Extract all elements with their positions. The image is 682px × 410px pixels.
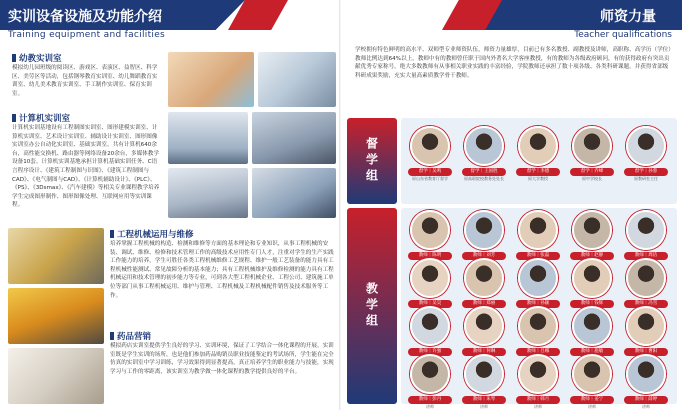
member-name-tag: 教师｜周洁 bbox=[624, 252, 668, 260]
member-name-tag: 教师｜郑丽 bbox=[462, 300, 506, 308]
left-header bbox=[0, 0, 341, 42]
portrait-photo bbox=[626, 210, 666, 250]
computer-lab-photo bbox=[168, 168, 248, 218]
member-name-tag: 教师｜刘芳 bbox=[462, 252, 506, 260]
member-name-tag: 教师｜薛婷 bbox=[624, 396, 668, 404]
member-name-tag: 教师｜冯雪 bbox=[624, 300, 668, 308]
section-heading-pharmacy: 药品营销 bbox=[110, 330, 151, 342]
supervisor-panel bbox=[401, 118, 677, 204]
faculty-member bbox=[569, 126, 615, 186]
group-label-teachers: 教学组 bbox=[347, 208, 397, 404]
portrait-photo bbox=[464, 210, 504, 250]
member-name-tag: 督学｜孙蓉 bbox=[624, 168, 668, 176]
computer-lab-photo bbox=[252, 112, 336, 164]
page-subtitle: Teacher qualifications bbox=[574, 30, 672, 40]
portrait-photo bbox=[572, 306, 612, 346]
portrait-photo bbox=[464, 354, 504, 394]
member-name-tag: 教师｜曹阳 bbox=[624, 348, 668, 356]
portrait-photo bbox=[410, 210, 450, 250]
teacher-panel bbox=[401, 208, 677, 409]
member-caption: 讲师 bbox=[534, 404, 542, 409]
portrait-photo bbox=[626, 258, 666, 298]
faculty-member bbox=[515, 354, 561, 410]
right-header bbox=[341, 0, 682, 42]
member-caption: 讲师 bbox=[588, 404, 596, 409]
member-name-tag: 教师｜吕娜 bbox=[516, 348, 560, 356]
portrait-photo bbox=[464, 126, 504, 166]
faculty-member bbox=[569, 354, 615, 410]
portrait-photo bbox=[518, 354, 558, 394]
faculty-member bbox=[461, 354, 507, 410]
group-label-supervisors: 督学组 bbox=[347, 118, 397, 204]
section-text-pharmacy: 模拟药店实训室提供学生良好的学习、实训环境，保证了工学结合一体化课程的开展。实训室既是学生实训的场所，也是他们参加药品购销员职业技能鉴定的考试场所，学生能在完全仿真的实训室中学习训练，学习效果得到显著提高，真正培养学生的职业能力与技能，实现学习与工作的零距离，该实训室为教学做一体化课程的教学提供良好的平台。 bbox=[110, 343, 334, 375]
member-name-tag: 教师｜朱琴 bbox=[462, 396, 506, 404]
member-name-tag: 教师｜姜宁 bbox=[570, 396, 614, 404]
page-subtitle: Training equipment and facilities bbox=[8, 30, 166, 40]
member-caption: 讲师 bbox=[642, 404, 650, 409]
member-name-tag: 督学｜吴鸣 bbox=[408, 168, 452, 176]
member-name-tag: 教师｜赵静 bbox=[570, 252, 614, 260]
member-name-tag: 教师｜许强 bbox=[408, 348, 452, 356]
computer-lab-photo bbox=[168, 112, 248, 164]
portrait-photo bbox=[464, 306, 504, 346]
section-heading-machinery: 工程机械运用与维修 bbox=[110, 228, 194, 240]
member-caption: 原教研室主任 bbox=[634, 176, 658, 181]
member-caption: 讲师 bbox=[480, 404, 488, 409]
classroom-photo bbox=[258, 52, 336, 107]
member-name-tag: 督学｜乔峰 bbox=[570, 168, 614, 176]
member-caption: 原中学校长 bbox=[582, 176, 602, 181]
member-caption: 原山东省教育厅督学 bbox=[412, 176, 448, 181]
member-name-tag: 督学｜王国胜 bbox=[462, 168, 506, 176]
section-heading-computer: 计算机实训室 bbox=[12, 112, 70, 124]
member-name-tag: 教师｜彭丹 bbox=[408, 396, 452, 404]
member-name-tag: 教师｜韩月 bbox=[516, 396, 560, 404]
portrait-photo bbox=[410, 306, 450, 346]
member-name-tag: 教师｜孙颖 bbox=[516, 300, 560, 308]
faculty-member bbox=[623, 354, 669, 410]
section-heading-kindergarten: 幼教实训室 bbox=[12, 52, 62, 64]
faculty-intro: 学校拥有特色鲜明的高水平、双师型专业师资队伍，师资力量雄厚，目前已有多名教授、副教授及讲师，高职称、高学历（学位）教师比例达到64%以上，教师中有的教师曾任职于国内外著名大学客座教授，有的教师为各级政府顾问，有的获得政府有突出贡献优秀专家称号，绝大多数教师有从事相关职业实践的丰富经验，学院教师还承担了数十项各级、各类科研课题，并获得省部级科研成果奖励，充实大量高素质教学骨干教师。 bbox=[355, 47, 672, 79]
portrait-photo bbox=[572, 126, 612, 166]
portrait-photo bbox=[518, 258, 558, 298]
portrait-photo bbox=[518, 306, 558, 346]
portrait-photo bbox=[572, 354, 612, 394]
page-title: 师资力量 bbox=[600, 9, 656, 25]
portrait-photo bbox=[410, 354, 450, 394]
member-caption: 讲师 bbox=[426, 404, 434, 409]
portrait-photo bbox=[572, 258, 612, 298]
section-text-machinery: 培养掌握工程机械的构造、检测和维修等方面的基本理论和专业知识，从事工程机械的安装、调试、维修、检修和技术管理工作的高级技术应用性专门人才，注重对学生的生产实践工作能力的培养，学生可胜任各类工程机械维修工艺规程、维护一般工艺装备的能力具有工程机械性能测试、常见故障分析的基本能力；具有工程机械维护及维修检测的能力具有工程机械运用和技术管理的初步能力等专业，可到各大型工程机械企业、工程公司、建筑施工单位等部门从事工程机械运用、维护与管理、工程机械及工程机械配件销售及技术服务等工作。 bbox=[110, 241, 334, 299]
machinery-photo bbox=[8, 288, 104, 344]
faculty-member bbox=[407, 354, 453, 410]
member-name-tag: 教师｜何琳 bbox=[462, 348, 506, 356]
portrait-photo bbox=[626, 126, 666, 166]
member-caption: 原大学教授 bbox=[528, 176, 548, 181]
portrait-photo bbox=[518, 126, 558, 166]
computer-lab-photo bbox=[252, 168, 336, 218]
portrait-photo bbox=[572, 210, 612, 250]
member-name-tag: 督学｜李德 bbox=[516, 168, 560, 176]
machinery-photo bbox=[8, 228, 104, 284]
member-caption: 原高职院校教务处处长 bbox=[464, 176, 504, 181]
section-text-kindergarten: 模拟幼儿园班级的阅读区、游戏区、表演区、益智区、科学区、美劳区等活动，包括钢琴教育实训室、幼儿舞蹈教育实训室、幼儿美术教育实训室、手工制作实训室、保育实训室。 bbox=[12, 65, 158, 97]
portrait-photo bbox=[464, 258, 504, 298]
section-text-computer: 计算机实训基地设有工程制图实训室、图形建模实训室、计算机实训室、艺术设计实训室、辅助设计实训室、图形图像实训室办公自动化实训室、基础实训室，共有计算机640余台，高性能交换机、路由器等网络设备20余台，多媒体教学设备10套。计算机实训基地承担计算机基础实训任务、C语言程序设计、《建筑工程制图与识图》、《建筑工程制图与CAD》、《电气制图与CAD》、《计算机辅助设计》、《PLC》、《PS》、《3Dsmax》、《汽车建模》等相关专业课程教学培养学生完成图形制作、图形图像处理、互联网应用等实训课程。 bbox=[12, 125, 160, 209]
right-page bbox=[341, 0, 682, 410]
page-title: 实训设备设施及功能介绍 bbox=[8, 9, 162, 25]
portrait-photo bbox=[626, 306, 666, 346]
faculty-member bbox=[623, 126, 669, 186]
portrait-photo bbox=[410, 258, 450, 298]
classroom-photo bbox=[168, 52, 254, 107]
faculty-member bbox=[407, 126, 453, 186]
member-name-tag: 教师｜吴昊 bbox=[408, 300, 452, 308]
member-name-tag: 教师｜施敏 bbox=[570, 348, 614, 356]
faculty-member bbox=[461, 126, 507, 186]
pharmacy-photo bbox=[8, 348, 104, 404]
member-name-tag: 教师｜张磊 bbox=[516, 252, 560, 260]
portrait-photo bbox=[518, 210, 558, 250]
member-name-tag: 教师｜钱辉 bbox=[570, 300, 614, 308]
portrait-photo bbox=[626, 354, 666, 394]
portrait-photo bbox=[410, 126, 450, 166]
member-name-tag: 教师｜陈明 bbox=[408, 252, 452, 260]
faculty-member bbox=[515, 126, 561, 186]
